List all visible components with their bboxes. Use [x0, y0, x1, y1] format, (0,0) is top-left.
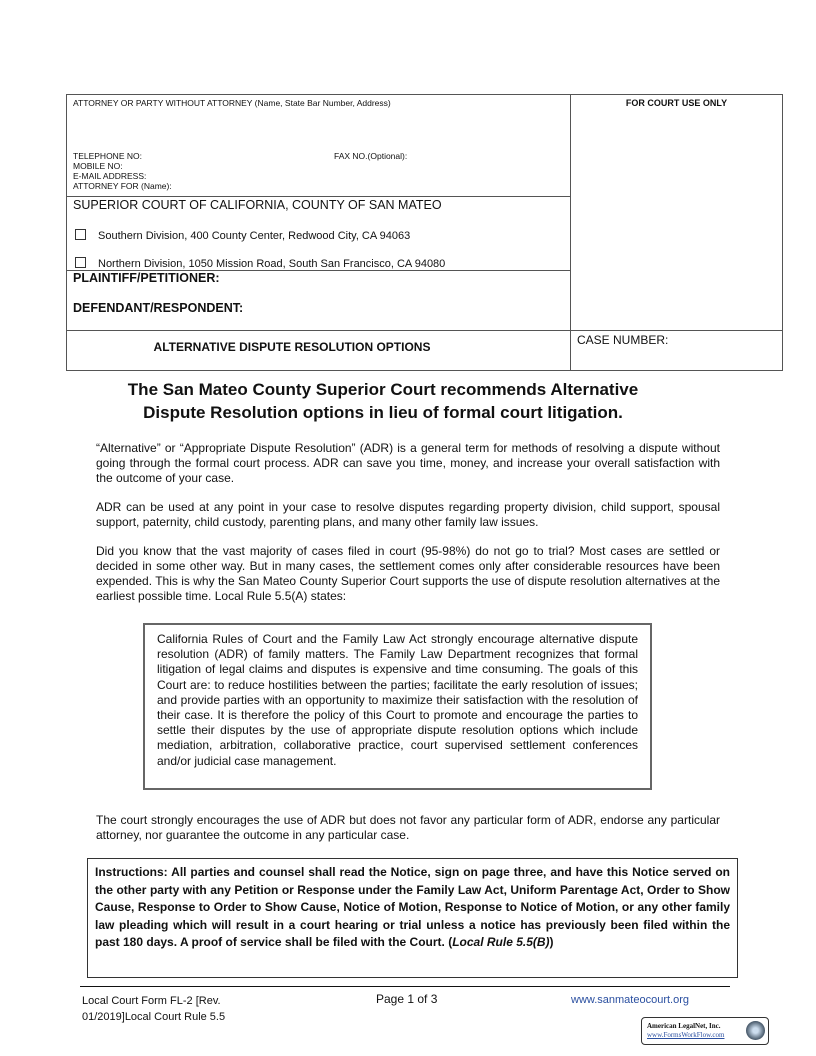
globe-icon: [746, 1021, 765, 1040]
heading-line: Dispute Resolution options in lieu of formal court litigation.: [143, 403, 623, 422]
plaintiff-label: PLAINTIFF/PETITIONER:: [73, 271, 220, 285]
paragraph: ADR can be used at any point in your case to resolve disputes regarding property division, child support, spousal support, paternity, child custody, parenting plans, and many other family law issues.: [96, 500, 720, 529]
defendant-label: DEFENDANT/RESPONDENT:: [73, 301, 244, 315]
court-name: SUPERIOR COURT OF CALIFORNIA, COUNTY OF SAN MATEO: [73, 198, 442, 212]
page-heading: [66, 378, 700, 424]
american-legalnet-logo[interactable]: [641, 1017, 769, 1045]
checkbox[interactable]: [75, 229, 86, 240]
local-rule-quote: California Rules of Court and the Family Law Act strongly encourage alternative dispute resolution (ADR) of family matters. The Family Law Department recognizes that formal litigation of legal claims and disputes is expensive and time consuming. The goals of this Court are: to reduce hostilities between the parties; facilitate the early resolution of issues; and provide parties with an opportunity to maximize their satisfaction with the resolution of their case. It is therefore the policy of this Court to promote and encourage the parties to settle their disputes by the use of appropriate dispute resolution options which include mediation, arbitration, collaborative practice, court supervised settlement conferences and/or judicial case management.: [143, 623, 652, 790]
court-use-label: FOR COURT USE ONLY: [625, 98, 728, 108]
closing-paragraph: The court strongly encourages the use of ADR but does not favor any particular form of ADR, endorse any particular attorney, nor guarantee the outcome in any particular case.: [96, 813, 720, 842]
mobile-label: MOBILE NO:: [73, 161, 123, 171]
southern-division-option[interactable]: [75, 229, 410, 242]
case-number-label: CASE NUMBER:: [577, 333, 669, 347]
case-number-box: [570, 330, 783, 371]
paragraph: Did you know that the vast majority of cases filed in court (95-98%) do not go to trial? Most cases are settled or decided in some other way. But in many cases, the settlement comes only after considerable resources have been expended. This is why the San Mateo County Superior Court supports the use of dispute resolution alternatives at the earliest possible time. Local Rule 5.5(A) states:: [96, 544, 720, 603]
instructions-rule: Local Rule 5.5(B): [452, 935, 550, 949]
instructions-end: ): [549, 935, 554, 949]
attorney-for-label: ATTORNEY FOR (Name):: [73, 181, 172, 191]
court-section: [66, 196, 571, 271]
court-use-box: [570, 94, 783, 331]
attorney-label: ATTORNEY OR PARTY WITHOUT ATTORNEY (Name, State Bar Number, Address): [73, 98, 391, 108]
paragraph: “Alternative” or “Appropriate Dispute Resolution” (ADR) is a general term for methods of resolving a dispute without going through the formal court process. ADR can save you time, money, and increase your overall satisfaction with the outcome of your case.: [96, 441, 720, 485]
telephone-label: TELEPHONE NO:: [73, 151, 142, 161]
northern-division-label: Northern Division, 1050 Mission Road, South San Francisco, CA 94080: [98, 258, 446, 270]
southern-division-label: Southern Division, 400 County Center, Redwood City, CA 94063: [98, 230, 411, 242]
parties-section: [66, 270, 571, 331]
title-section: [66, 330, 571, 371]
email-label: E-MAIL ADDRESS:: [73, 171, 147, 181]
footer-website-link[interactable]: www.sanmateocourt.org: [571, 994, 689, 1006]
checkbox[interactable]: [75, 257, 86, 268]
footer-page-number: Page 1 of 3: [376, 992, 438, 1006]
attorney-section: [66, 94, 571, 197]
footer-divider: [80, 986, 730, 987]
logo-url: www.FormsWorkFlow.com: [647, 1031, 725, 1039]
instructions-box: [87, 858, 738, 978]
footer-form-id: Local Court Form FL-2 [Rev. 01/2019]Local Court Rule 5.5: [82, 995, 226, 1023]
instructions-text: Instructions: All parties and counsel shall read the Notice, sign on page three, and have this Notice served on the other party with any Petition or Response under the Family Law Act, Uniform Parentage Act, Order to Show Cause, Response to Order to Show Cause, Notice of Motion, Response to Notice of Motion, or any other family law pleading which will result in a court hearing or trial unless a notice has previously been filed within the past 180 days. A proof of service shall be filed with the Court. (: [95, 865, 730, 949]
northern-division-option[interactable]: [75, 257, 445, 270]
form-title: ALTERNATIVE DISPUTE RESOLUTION OPTIONS: [153, 340, 431, 354]
heading-line: The San Mateo County Superior Court recommends Alternative: [127, 380, 639, 399]
fax-label: FAX NO.(Optional):: [334, 151, 408, 161]
logo-name: American LegalNet, Inc.: [647, 1022, 721, 1030]
